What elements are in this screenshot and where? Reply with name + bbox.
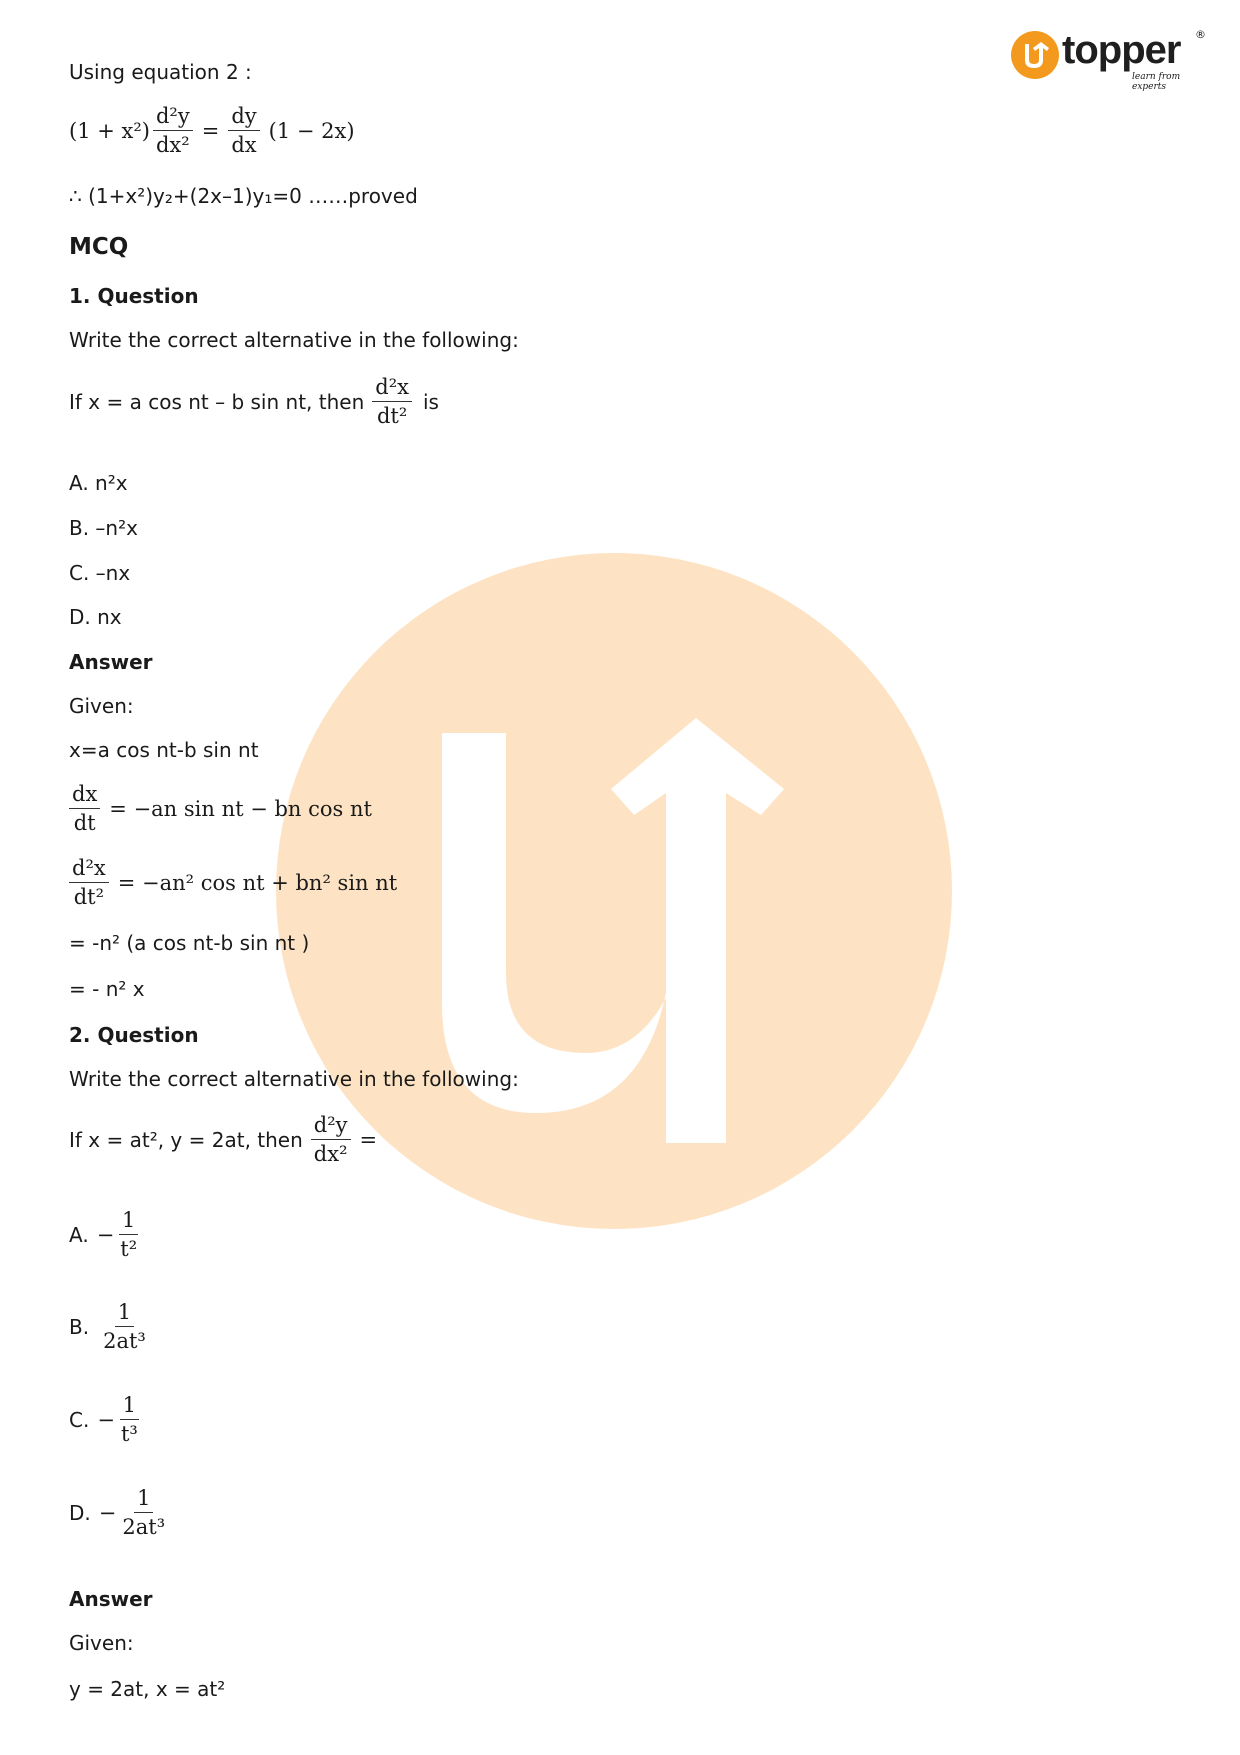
q2-stem: [69, 1113, 377, 1166]
q1-option-d: D. nx: [69, 605, 122, 629]
denominator: dt: [73, 811, 96, 836]
dx-dt-fraction: [69, 782, 100, 835]
numerator: dy: [228, 104, 259, 131]
numerator: dx: [69, 782, 100, 809]
q2-given-equation: y = 2at, x = at²: [69, 1677, 226, 1701]
option-sign: −: [97, 1407, 115, 1432]
q1-option-c: C. –nx: [69, 561, 131, 585]
q1-stem-prefix: If x = a cos nt – b sin nt, then: [69, 389, 365, 414]
q1-given-label: Given:: [69, 694, 134, 718]
q1-title: 1. Question: [69, 284, 199, 308]
q2-option-d: [69, 1486, 171, 1539]
q2-title: 2. Question: [69, 1023, 199, 1047]
denominator: t²: [120, 1237, 138, 1262]
numerator: d²x: [372, 375, 412, 402]
option-label: C.: [69, 1407, 90, 1432]
q2-stem-suffix: =: [359, 1127, 378, 1152]
denominator: t³: [120, 1422, 138, 1447]
equation-2: [69, 104, 355, 157]
option-fraction: [117, 1208, 140, 1261]
numerator: d²y: [311, 1113, 351, 1140]
option-label: A.: [69, 1222, 89, 1247]
denominator: dx: [231, 133, 257, 158]
denominator: 2at³: [122, 1515, 166, 1540]
proof-conclusion: ∴ (1+x²)y₂+(2x–1)y₁=0 ……proved: [69, 184, 418, 208]
q2-stem-fraction: [311, 1113, 351, 1166]
equation-lhs-factor: (1 + x²): [69, 118, 150, 143]
first-derivative-rhs: = −an sin nt − bn cos nt: [109, 796, 372, 821]
second-derivative-rhs: = −an² cos nt + bn² sin nt: [117, 870, 398, 895]
option-fraction: [119, 1486, 168, 1539]
numerator: d²x: [69, 856, 109, 883]
numerator: d²y: [153, 104, 193, 131]
denominator: dt²: [73, 885, 105, 910]
denominator: dx²: [313, 1142, 348, 1167]
q1-instruction: Write the correct alternative in the following:: [69, 328, 519, 352]
q1-second-derivative: [69, 856, 397, 909]
q1-stem: [69, 375, 439, 428]
using-equation-text: Using equation 2 :: [69, 60, 252, 84]
registered-mark: ®: [1195, 28, 1206, 41]
q1-step-2: = - n² x: [69, 977, 145, 1001]
topper-logo: [1010, 28, 1210, 92]
brand-name: topper: [1062, 28, 1181, 72]
option-sign: −: [98, 1500, 117, 1525]
q2-given-label: Given:: [69, 1631, 134, 1655]
option-fraction: [100, 1300, 149, 1353]
denominator: 2at³: [103, 1329, 146, 1354]
brand-tagline: learn from experts: [1132, 72, 1181, 92]
q1-option-b: B. –n²x: [69, 516, 138, 540]
numerator: 1: [115, 1300, 134, 1327]
q1-given-equation: x=a cos nt-b sin nt: [69, 738, 259, 762]
numerator: 1: [120, 1393, 139, 1420]
numerator: 1: [119, 1208, 138, 1235]
q2-stem-prefix: If x = at², y = 2at, then: [69, 1127, 303, 1152]
q2-answer-heading: Answer: [69, 1587, 153, 1611]
section-title: MCQ: [69, 234, 129, 260]
q2-option-a: [69, 1208, 143, 1261]
q1-answer-heading: Answer: [69, 650, 153, 674]
equation-rhs-fraction: [228, 104, 259, 157]
d2x-dt2-fraction: [69, 856, 109, 909]
q1-first-derivative: [69, 782, 372, 835]
q1-stem-suffix: is: [422, 389, 439, 414]
option-label: B.: [69, 1314, 90, 1339]
denominator: dt²: [376, 404, 408, 429]
q1-stem-fraction: [372, 375, 412, 428]
q2-instruction: Write the correct alternative in the following:: [69, 1067, 519, 1091]
denominator: dx²: [155, 133, 190, 158]
equals-sign: =: [201, 118, 220, 143]
option-label: D.: [69, 1500, 91, 1525]
q2-option-b: [69, 1300, 152, 1353]
option-fraction: [118, 1393, 141, 1446]
q2-option-c: [69, 1393, 144, 1446]
q1-step-1: = -n² (a cos nt-b sin nt ): [69, 931, 310, 955]
topper-logo-icon: [1010, 30, 1060, 80]
q1-option-a: A. n²x: [69, 471, 128, 495]
equation-lhs-fraction: [153, 104, 193, 157]
numerator: 1: [134, 1486, 153, 1513]
option-sign: −: [96, 1222, 115, 1247]
equation-rhs-factor: (1 − 2x): [268, 118, 355, 143]
